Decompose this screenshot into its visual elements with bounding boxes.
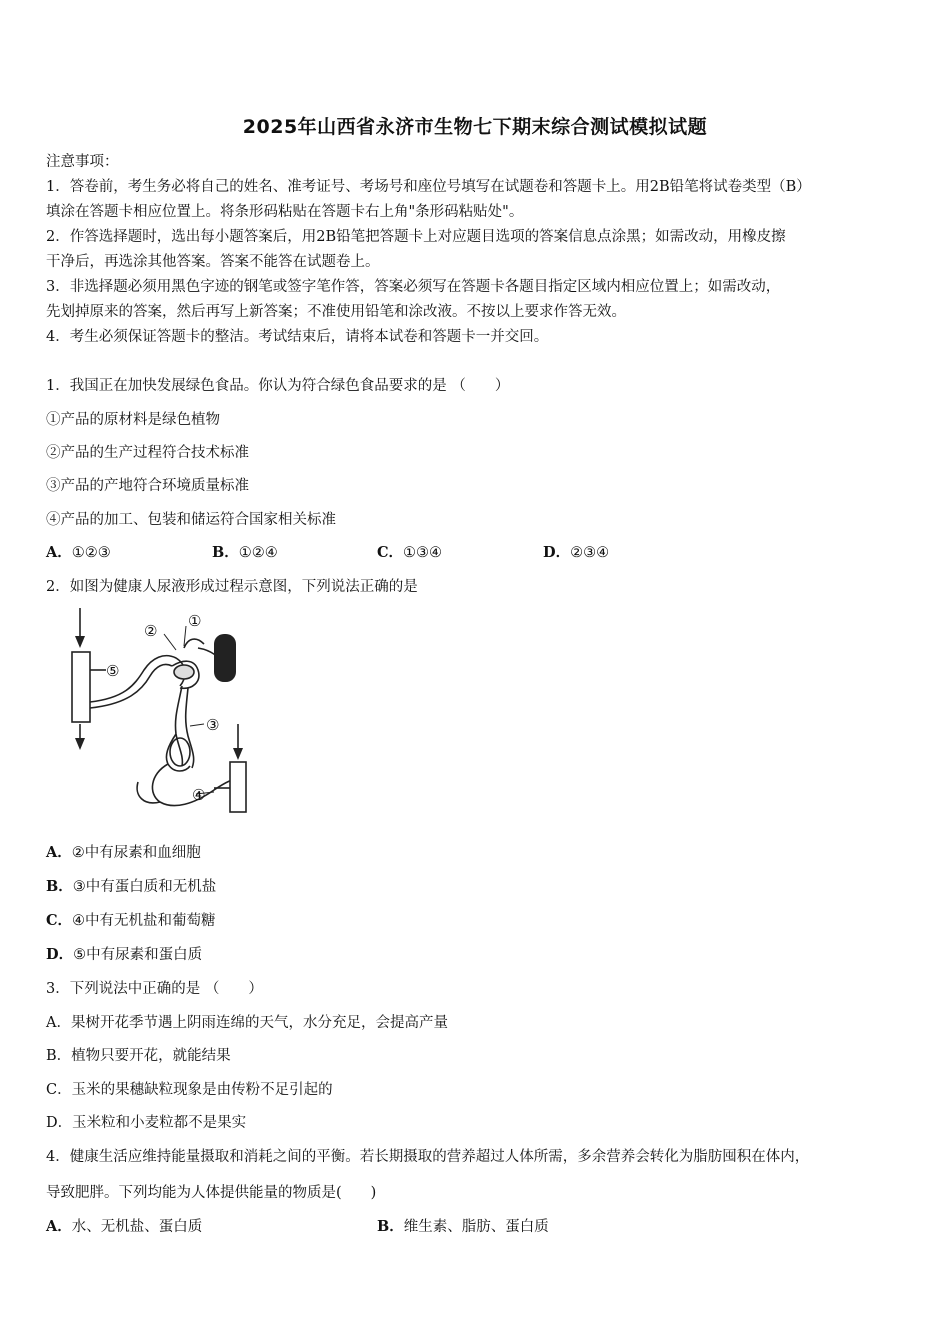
q4-stem-line2: 导致肥胖。下列均能为人体提供能量的物质是( ) — [46, 1185, 377, 1201]
blood-vessel — [214, 634, 236, 682]
option-text: ②③④ — [570, 545, 610, 561]
option-text: ①③④ — [403, 545, 443, 561]
q1-item: ④产品的加工、包装和储运符合国家相关标准 — [46, 512, 336, 528]
option-text: ①②④ — [238, 545, 278, 561]
option-letter: D． — [543, 544, 571, 561]
notice-line: 1．答卷前，考生务必将自己的姓名、准考证号、考场号和座位号填写在试题卷和答题卡上。用2B铅笔将试卷类型（B） — [46, 179, 811, 195]
option-text: ④中有无机盐和葡萄糖 — [72, 913, 216, 929]
q1-option-c[interactable] — [377, 543, 442, 563]
q3-option-c[interactable]: C．玉米的果穗缺粒现象是由传粉不足引起的 — [46, 1082, 333, 1098]
option-letter: D． — [46, 946, 74, 963]
q2-stem: 2．如图为健康人尿液形成过程示意图，下列说法正确的是 — [46, 579, 418, 595]
option-text: 维生素、脂肪、蛋白质 — [403, 1219, 549, 1235]
right-vessel — [214, 724, 246, 812]
notice-heading: 注意事项： — [46, 154, 119, 170]
q2-option-a[interactable] — [46, 843, 201, 863]
diagram-label-3: ③ — [206, 716, 220, 734]
notice-line: 填涂在答题卡相应位置上。将条形码粘贴在答题卡右上角"条形码粘贴处"。 — [46, 204, 524, 220]
q2-option-b[interactable] — [46, 877, 216, 897]
q1-item: ②产品的生产过程符合技术标准 — [46, 445, 249, 461]
notice-line: 3．非选择题必须用黑色字迹的钢笔或签字笔作答，答案必须写在答题卡各题目指定区域内相应位置上；如需改动， — [46, 279, 781, 295]
option-text: ②中有尿素和血细胞 — [71, 845, 201, 861]
notice-line: 先划掉原来的答案，然后再写上新答案；不准使用铅笔和涂改液。不按以上要求作答无效。 — [46, 304, 626, 320]
q1-item: ③产品的产地符合环境质量标准 — [46, 478, 249, 494]
diagram-label-4: ④ — [192, 786, 206, 804]
option-letter: A． — [46, 844, 72, 861]
option-letter: B． — [46, 878, 73, 895]
diagram-label-2: ② — [144, 622, 158, 640]
diagram-label-5: ⑤ — [106, 662, 120, 680]
option-text: ①②③ — [71, 545, 111, 561]
q4-option-a[interactable] — [46, 1217, 202, 1237]
notice-line: 4．考生必须保证答题卡的整洁。考试结束后，请将本试卷和答题卡一并交回。 — [46, 329, 549, 345]
q3-stem: 3．下列说法中正确的是 （ ） — [46, 981, 263, 997]
exam-title: 2025年山西省永济市生物七下期末综合测试模拟试题 — [242, 116, 708, 138]
q4-option-b[interactable] — [377, 1217, 549, 1237]
q3-option-a[interactable]: A．果树开花季节遇上阴雨连绵的天气，水分充足，会提高产量 — [46, 1015, 448, 1031]
kidney-nephron-diagram — [64, 606, 264, 816]
q1-option-d[interactable] — [543, 543, 609, 563]
option-text: ③中有蛋白质和无机盐 — [72, 879, 217, 895]
diagram-label-1: ① — [188, 612, 202, 630]
q1-item: ①产品的原材料是绿色植物 — [46, 412, 220, 428]
q1-stem: 1．我国正在加快发展绿色食品。你认为符合绿色食品要求的是 （ ） — [46, 378, 510, 394]
q3-option-d[interactable]: D．玉米粒和小麦粒都不是果实 — [46, 1115, 247, 1131]
left-vessel — [72, 608, 106, 750]
notice-line: 2．作答选择题时，选出每小题答案后，用2B铅笔把答题卡上对应题目选项的答案信息点涂黑；如需改动，用橡皮擦 — [46, 229, 786, 245]
q2-option-d[interactable] — [46, 945, 202, 965]
q2-option-c[interactable] — [46, 911, 216, 931]
option-letter: B． — [377, 1218, 404, 1235]
q4-stem-line1: 4．健康生活应维持能量摄取和消耗之间的平衡。若长期摄取的营养超过人体所需，多余营养会转化为脂肪囤积在体内， — [46, 1149, 810, 1165]
option-text: 水、无机盐、蛋白质 — [71, 1219, 203, 1235]
option-letter: A． — [46, 544, 72, 561]
option-letter: A． — [46, 1218, 72, 1235]
q1-option-b[interactable] — [212, 543, 278, 563]
option-letter: C． — [377, 544, 404, 561]
notice-line: 干净后，再选涂其他答案。答案不能答在试题卷上。 — [46, 254, 380, 270]
option-text: ⑤中有尿素和蛋白质 — [73, 947, 203, 963]
option-letter: B． — [212, 544, 239, 561]
q3-option-b[interactable]: B．植物只要开花，就能结果 — [46, 1048, 231, 1064]
option-letter: C． — [46, 912, 73, 929]
q1-option-a[interactable] — [46, 543, 111, 563]
